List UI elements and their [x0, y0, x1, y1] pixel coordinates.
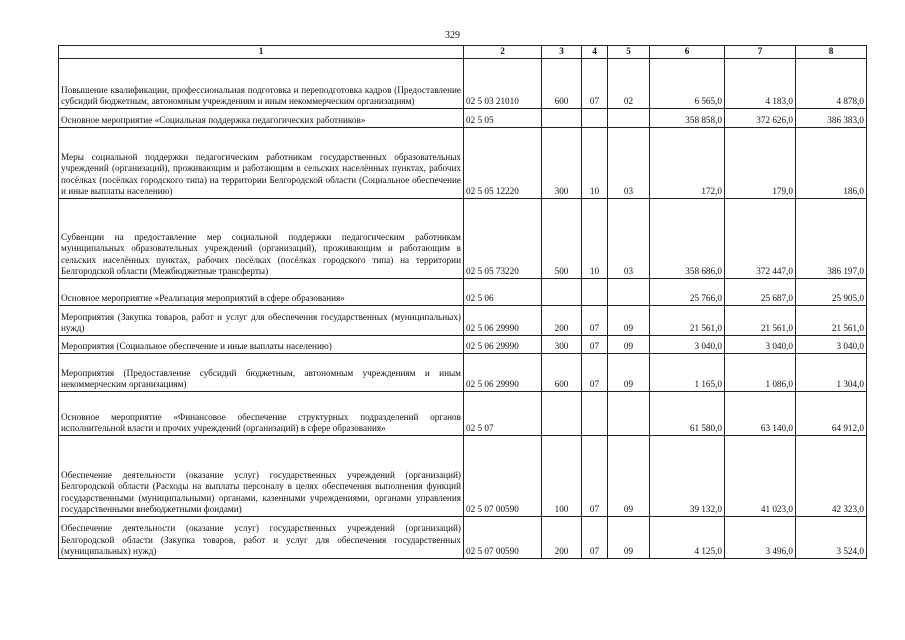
row-vr: 300 [542, 128, 582, 199]
row-value-8: 25 905,0 [796, 279, 867, 306]
row-pr: 09 [608, 336, 650, 354]
row-pr [608, 109, 650, 128]
row-name: Мероприятия (Закупка товаров, работ и услуг для обеспечения государственных (муниципальных) нужд) [59, 306, 464, 336]
row-value-8: 4 878,0 [796, 59, 867, 109]
row-value-7: 21 561,0 [725, 306, 796, 336]
row-value-7: 41 023,0 [725, 436, 796, 517]
row-code: 02 5 06 29990 [464, 306, 542, 336]
row-value-8: 1 304,0 [796, 354, 867, 392]
row-value-6: 358 686,0 [650, 199, 725, 279]
row-code: 02 5 07 00590 [464, 436, 542, 517]
row-code: 02 5 06 29990 [464, 336, 542, 354]
row-rz: 07 [582, 336, 608, 354]
row-name: Повышение квалификации, профессиональная подготовка и переподготовка кадров (Предоставление субсидий бюджетным, автономным учреждениям и иным некоммерческим организациям) [59, 59, 464, 109]
row-name: Обеспечение деятельности (оказание услуг) государственных учреждений (организаций) Белгородской области (Закупка товаров, работ и услуг для обеспечения государственных (муниципальных) нужд) [59, 517, 464, 559]
row-vr: 200 [542, 306, 582, 336]
row-vr [542, 279, 582, 306]
header-row [59, 46, 867, 59]
row-vr: 500 [542, 199, 582, 279]
row-rz: 07 [582, 436, 608, 517]
row-pr: 02 [608, 59, 650, 109]
row-value-6: 39 132,0 [650, 436, 725, 517]
row-value-7: 179,0 [725, 128, 796, 199]
row-value-7: 63 140,0 [725, 392, 796, 436]
row-pr: 03 [608, 128, 650, 199]
header-cell: 2 [464, 46, 542, 59]
row-vr: 600 [542, 354, 582, 392]
row-code: 02 5 03 21010 [464, 59, 542, 109]
table-row [59, 279, 867, 306]
row-pr: 09 [608, 354, 650, 392]
row-value-7: 25 687,0 [725, 279, 796, 306]
row-name: Мероприятия (Социальное обеспечение и иные выплаты населению) [59, 336, 464, 354]
table-row [59, 436, 867, 517]
row-vr: 200 [542, 517, 582, 559]
header-cell: 3 [542, 46, 582, 59]
row-name: Обеспечение деятельности (оказание услуг) государственных учреждений (организаций) Белгородской области (Расходы на выплаты персоналу в целях обеспечения выполнения функций государственными (муниципальными) органами, казенными учреждениями, органами управления государственными внебюджетными фондами) [59, 436, 464, 517]
row-value-6: 3 040,0 [650, 336, 725, 354]
row-value-6: 4 125,0 [650, 517, 725, 559]
row-vr [542, 392, 582, 436]
row-rz: 07 [582, 354, 608, 392]
row-value-7: 372 447,0 [725, 199, 796, 279]
table-row [59, 336, 867, 354]
table-row [59, 128, 867, 199]
header-cell: 7 [725, 46, 796, 59]
row-value-6: 6 565,0 [650, 59, 725, 109]
table-row [59, 392, 867, 436]
row-rz: 10 [582, 128, 608, 199]
row-name: Субвенции на предоставление мер социальной поддержки педагогическим работникам муниципальных образовательных учреждений (организаций), проживающим и работающим в сельских населённых пунктах, рабочих посёлках (посёлках городского типа) на территории Белгородской области (Межбюджетные трансферты) [59, 199, 464, 279]
row-value-8: 386 197,0 [796, 199, 867, 279]
table-row [59, 517, 867, 559]
row-vr: 300 [542, 336, 582, 354]
header-cell: 1 [59, 46, 464, 59]
row-pr: 09 [608, 436, 650, 517]
row-code: 02 5 05 73220 [464, 199, 542, 279]
header-cell: 5 [608, 46, 650, 59]
row-value-7: 372 626,0 [725, 109, 796, 128]
row-value-6: 1 165,0 [650, 354, 725, 392]
row-vr [542, 109, 582, 128]
row-name: Меры социальной поддержки педагогическим работникам государственных образовательных учреждений (организаций), проживающим и работающим в сельских населённых пунктах, рабочих посёлках (посёлках городского типа) на территории Белгородской области (Социальное обеспечение и иные выплаты населению) [59, 128, 464, 199]
row-name: Мероприятия (Предоставление субсидий бюджетным, автономным учреждениям и иным некоммерческим организациям) [59, 354, 464, 392]
row-rz [582, 109, 608, 128]
header-cell: 6 [650, 46, 725, 59]
row-rz [582, 392, 608, 436]
row-value-8: 42 323,0 [796, 436, 867, 517]
row-name: Основное мероприятие «Социальная поддержка педагогических работников» [59, 109, 464, 128]
row-value-8: 3 040,0 [796, 336, 867, 354]
table-row [59, 199, 867, 279]
table-row [59, 354, 867, 392]
row-pr: 09 [608, 517, 650, 559]
row-pr [608, 392, 650, 436]
row-value-6: 61 580,0 [650, 392, 725, 436]
table-row [59, 109, 867, 128]
row-value-7: 3 040,0 [725, 336, 796, 354]
table-row [59, 59, 867, 109]
row-name: Основное мероприятие «Реализация мероприятий в сфере образования» [59, 279, 464, 306]
row-value-8: 21 561,0 [796, 306, 867, 336]
row-value-7: 3 496,0 [725, 517, 796, 559]
row-code: 02 5 05 12220 [464, 128, 542, 199]
table-row [59, 306, 867, 336]
row-code: 02 5 07 00590 [464, 517, 542, 559]
row-rz: 07 [582, 59, 608, 109]
budget-table [58, 45, 867, 559]
row-name: Основное мероприятие «Финансовое обеспечение структурных подразделений органов исполнительной власти и прочих учреждений (организаций) в сфере образования» [59, 392, 464, 436]
row-value-7: 4 183,0 [725, 59, 796, 109]
row-vr: 100 [542, 436, 582, 517]
row-value-8: 64 912,0 [796, 392, 867, 436]
row-value-8: 386 383,0 [796, 109, 867, 128]
page-number: 329 [445, 30, 460, 41]
row-rz: 10 [582, 199, 608, 279]
row-value-8: 186,0 [796, 128, 867, 199]
row-code: 02 5 07 [464, 392, 542, 436]
row-value-6: 21 561,0 [650, 306, 725, 336]
header-cell: 4 [582, 46, 608, 59]
row-rz: 07 [582, 517, 608, 559]
row-value-7: 1 086,0 [725, 354, 796, 392]
row-code: 02 5 05 [464, 109, 542, 128]
row-value-8: 3 524,0 [796, 517, 867, 559]
row-code: 02 5 06 29990 [464, 354, 542, 392]
header-cell: 8 [796, 46, 867, 59]
row-pr: 09 [608, 306, 650, 336]
row-vr: 600 [542, 59, 582, 109]
row-value-6: 25 766,0 [650, 279, 725, 306]
row-rz [582, 279, 608, 306]
row-pr: 03 [608, 199, 650, 279]
row-pr [608, 279, 650, 306]
row-value-6: 172,0 [650, 128, 725, 199]
row-code: 02 5 06 [464, 279, 542, 306]
row-rz: 07 [582, 306, 608, 336]
row-value-6: 358 858,0 [650, 109, 725, 128]
